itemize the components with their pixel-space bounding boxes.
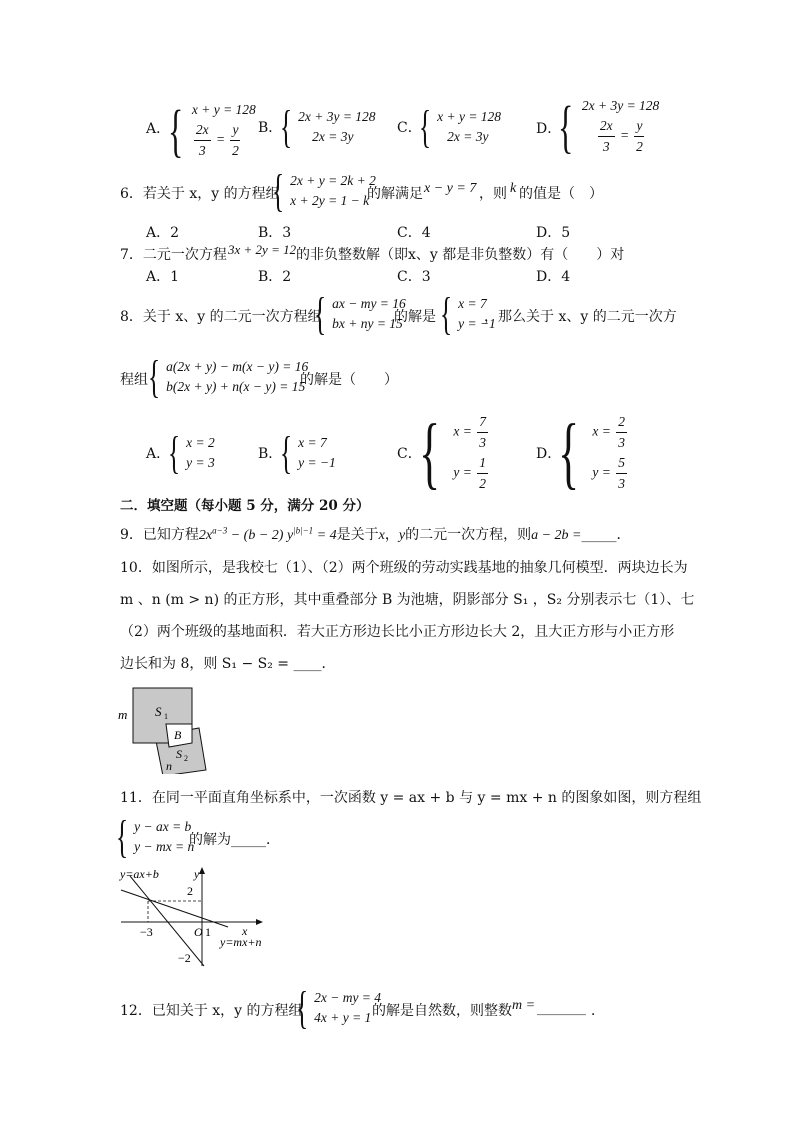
q7-option-b: B．2 <box>258 269 292 285</box>
q9-blank: _____ <box>581 527 617 543</box>
q6-system: { 2x + y = 2k + 2 x + 2y = 1 − k <box>272 165 376 216</box>
svg-text:y=mx+n: y=mx+n <box>220 935 262 949</box>
label-n: n <box>166 759 172 773</box>
q10-line1: 10．如图所示，是我校七（1）、（2）两个班级的劳动实践基地的抽象几何模型．两块边长为 <box>120 560 688 576</box>
q6-option-b: B．3 <box>258 225 292 241</box>
q12-system: { 2x − my = 4 4x + y = 1 <box>296 982 382 1033</box>
label-s1: S <box>155 704 162 719</box>
q10-line4: 边长和为 8，则 S₁ − S₂ = ____． <box>120 656 336 672</box>
q6-option-d: D．5 <box>536 225 571 241</box>
q7-option-a: A．1 <box>146 269 180 285</box>
svg-text:y=ax+b: y=ax+b <box>120 867 159 881</box>
svg-text:1: 1 <box>164 712 168 721</box>
q9-line: 9．已知方程$2x^{a-3} - (b - 2) y^{|b|-1} = 4$是关于x，y的二元一次方程，则a − 2b =_____． <box>120 525 631 543</box>
q10-line3: （2）两个班级的基地面积．若大正方形边长比小正方形边长大 2，且大正方形与小正方形 <box>120 624 675 640</box>
q10-figure <box>116 684 226 774</box>
q6-option-c: C．4 <box>397 225 431 241</box>
q8-prefix: 8．关于 x、y 的二元一次方程组 <box>120 309 322 325</box>
q11-graph <box>116 866 286 970</box>
svg-text:y: y <box>194 867 200 881</box>
q7-prefix: 7．二元一次方程 <box>120 247 227 263</box>
svg-text:x: x <box>242 924 248 938</box>
svg-text:2: 2 <box>184 754 188 763</box>
label-b: B <box>174 728 182 742</box>
label-m: m <box>118 707 128 722</box>
q8-system: { ax − my = 16 bx + ny = 15 <box>314 288 406 339</box>
q5-option-d-label: D． <box>536 121 562 137</box>
svg-text:−3: −3 <box>140 925 153 939</box>
q6-prefix: 6．若关于 x，y 的方程组 <box>120 186 280 202</box>
label-s2: S <box>176 747 182 761</box>
q5-option-b-label: B． <box>258 120 283 136</box>
q7-option-c: C．3 <box>397 269 431 285</box>
q7-option-d: D．4 <box>536 269 571 285</box>
svg-text:1: 1 <box>205 925 211 939</box>
q10-line2: m 、n (m > n) 的正方形，其中重叠部分 B 为池塘，阴影部分 S₁ ，S₂ 分别表示七（1）、七 <box>120 592 695 608</box>
q11-line1: 11．在同一平面直角坐标系中，一次函数 y = ax + b 与 y = mx + n 的图象如图，则方程组 <box>120 790 702 806</box>
q12-blank: _______ <box>537 1000 586 1016</box>
section-2-title: 二．填空题（每小题 5 分，满分 20 分） <box>120 498 370 514</box>
q6-option-a: A．2 <box>146 225 180 241</box>
svg-text:2: 2 <box>187 884 193 898</box>
q11-system: { y − ax = b y − mx = n <box>116 811 195 862</box>
q5-option-a-label: A． <box>146 121 171 137</box>
svg-text:−2: −2 <box>178 951 191 965</box>
q8-system2: { a(2x + y) − m(x − y) = 16 b(2x + y) + n(x − y) = 15 <box>148 351 309 402</box>
q5-option-c-label: C． <box>397 120 422 136</box>
q8-solution: { x = 7 y = −1 <box>440 288 496 339</box>
q7-equation: 3x + 2y = 12 <box>228 242 297 257</box>
q12-ask: m = <box>512 998 536 1013</box>
q5-a-row1: x + y = 128 <box>191 102 256 117</box>
q12-prefix: 12．已知关于 x，y 的方程组 <box>120 1003 303 1019</box>
q9-ask: a − 2b = <box>531 528 582 543</box>
svg-text:O: O <box>194 925 203 939</box>
q6-condition: x − y = 7 <box>424 181 477 196</box>
line-mx-n <box>121 890 228 927</box>
